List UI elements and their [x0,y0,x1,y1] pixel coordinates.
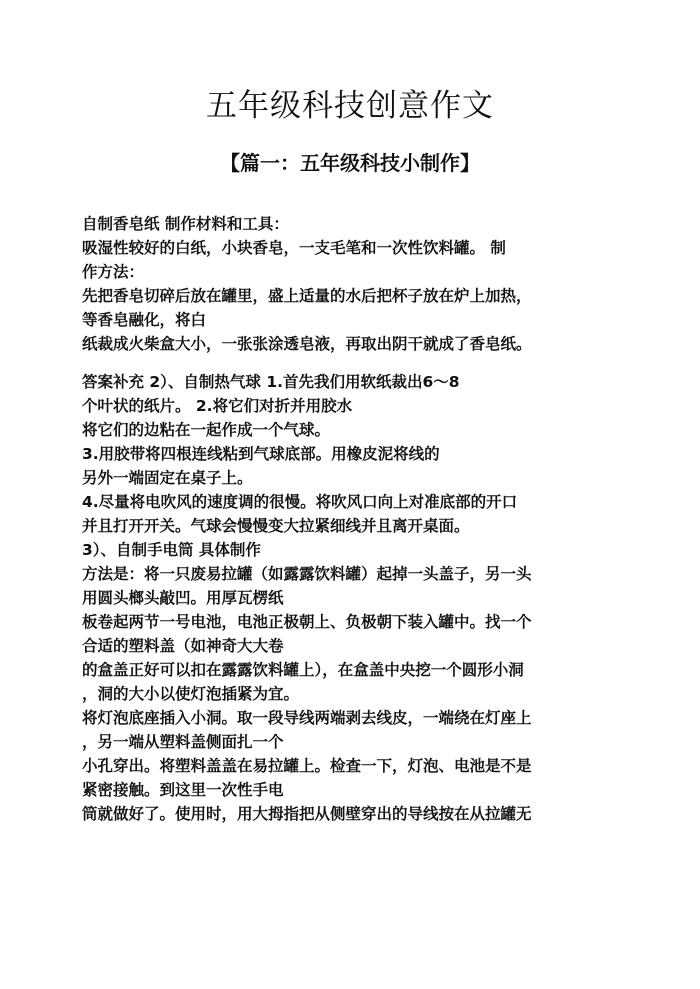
text-line: 紧密接触。到这里一次性手电 [82,781,284,799]
text-line: 纸裁成火柴盒大小，一张张涂透皂液，再取出阴干就成了香皂纸。 [82,335,532,353]
text-line: 板卷起两节一号电池，电池正极朝上、负极朝下装入罐中。找一个 [82,613,532,631]
text-line: 并且打开开关。气球会慢慢变大拉紧细线并且离开桌面。 [82,517,470,535]
text-line: 小孔穿出。将塑料盖盖在易拉罐上。检查一下，灯泡、电池是不是 [82,757,532,775]
text-line: 方法是：将一只废易拉罐（如露露饮料罐）起掉一头盖子，另一头 [82,565,532,583]
page-title: 五年级科技创意作文 [206,88,494,124]
text-line: 吸湿性较好的白纸，小块香皂，一支毛笔和一次性饮料罐。 制 [82,239,506,257]
text-line: 筒就做好了。使用时，用大拇指把从侧壁穿出的导线按在从拉罐无 [82,805,532,823]
text-line: 答案补充 2）、自制热气球 1.首先我们用软纸裁出6～8 [82,373,460,391]
text-line: 先把香皂切碎后放在罐里，盛上适量的水后把杯子放在炉上加热， [82,287,532,305]
text-line: 作方法： [82,263,145,281]
text-line: 等香皂融化，将白 [82,311,207,329]
text-line: 另外一端固定在桌子上。 [82,469,253,487]
text-line: 自制香皂纸 制作材料和工具： [82,215,289,233]
text-line: 用圆头榔头敲凹。用厚瓦楞纸 [82,589,284,607]
text-line: 3.用胶带将四根连线粘到气球底部。用橡皮泥将线的 [82,445,440,463]
text-line: ，洞的大小以使灯泡插紧为宜。 [82,685,300,703]
body-text [82,212,622,826]
text-line: 将它们的边粘在一起作成一个气球。 [82,421,331,439]
paragraph-gap [82,356,622,370]
text-line: 的盒盖正好可以扣在露露饮料罐上），在盒盖中央挖一个圆形小洞 [82,661,524,679]
text-line: 3）、自制手电筒 具体制作 [82,541,261,559]
text-line: 将灯泡底座插入小洞。取一段导线两端剥去线皮，一端绕在灯座上 [82,709,532,727]
text-line: 合适的塑料盖（如神奇大大卷 [82,637,284,655]
text-line: ，另一端从塑料盖侧面扎一个 [82,733,284,751]
text-line: 个叶状的纸片。 2.将它们对折并用胶水 [82,397,353,415]
text-line: 4.尽量将电吹风的速度调的很慢。将吹风口向上对准底部的开口 [82,493,518,511]
page-subtitle: 【篇一：五年级科技小制作】 [220,151,480,175]
